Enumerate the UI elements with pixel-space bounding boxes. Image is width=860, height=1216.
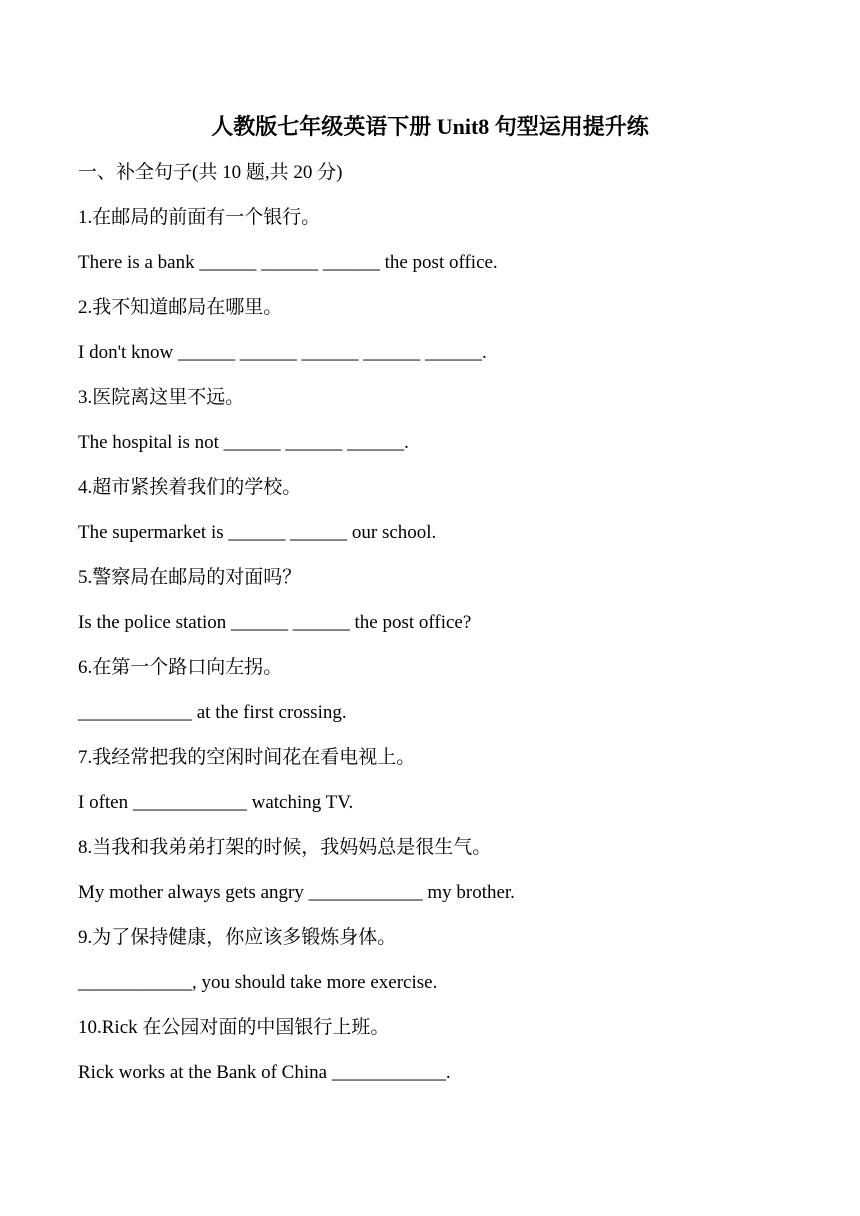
question-4-prompt: 4.超市紧挨着我们的学校。 bbox=[78, 477, 302, 498]
question-10-sentence: Rick works at the Bank of China ____________. bbox=[78, 1062, 451, 1083]
question-7-prompt: 7.我经常把我的空闲时间花在看电视上。 bbox=[78, 747, 416, 768]
section-heading: 一、补全句子(共 10 题,共 20 分) bbox=[78, 162, 343, 183]
question-6-sentence: ____________ at the first crossing. bbox=[78, 702, 347, 723]
question-8-sentence: My mother always gets angry ____________ my brother. bbox=[78, 882, 515, 903]
page-title: 人教版七年级英语下册 Unit8 句型运用提升练 bbox=[211, 114, 649, 139]
question-5-prompt: 5.警察局在邮局的对面吗？ bbox=[78, 567, 302, 588]
question-2-prompt: 2.我不知道邮局在哪里。 bbox=[78, 297, 283, 318]
question-10-prompt: 10.Rick 在公园对面的中国银行上班。 bbox=[78, 1017, 390, 1038]
question-9-prompt: 9.为了保持健康，你应该多锻炼身体。 bbox=[78, 927, 397, 948]
question-4-sentence: The supermarket is ______ ______ our school. bbox=[78, 522, 437, 543]
question-3-sentence: The hospital is not ______ ______ ______. bbox=[78, 432, 409, 453]
question-8-prompt: 8.当我和我弟弟打架的时候，我妈妈总是很生气。 bbox=[78, 837, 492, 858]
question-2-sentence: I don't know ______ ______ ______ ______ ______. bbox=[78, 342, 487, 363]
question-5-sentence: Is the police station ______ ______ the post office? bbox=[78, 612, 472, 633]
question-7-sentence: I often ____________ watching TV. bbox=[78, 792, 354, 813]
question-6-prompt: 6.在第一个路口向左拐。 bbox=[78, 657, 283, 678]
question-3-prompt: 3.医院离这里不远。 bbox=[78, 387, 245, 408]
question-1-prompt: 1.在邮局的前面有一个银行。 bbox=[78, 207, 321, 228]
question-9-sentence: ____________, you should take more exercise. bbox=[78, 972, 438, 993]
question-1-sentence: There is a bank ______ ______ ______ the post office. bbox=[78, 252, 498, 273]
